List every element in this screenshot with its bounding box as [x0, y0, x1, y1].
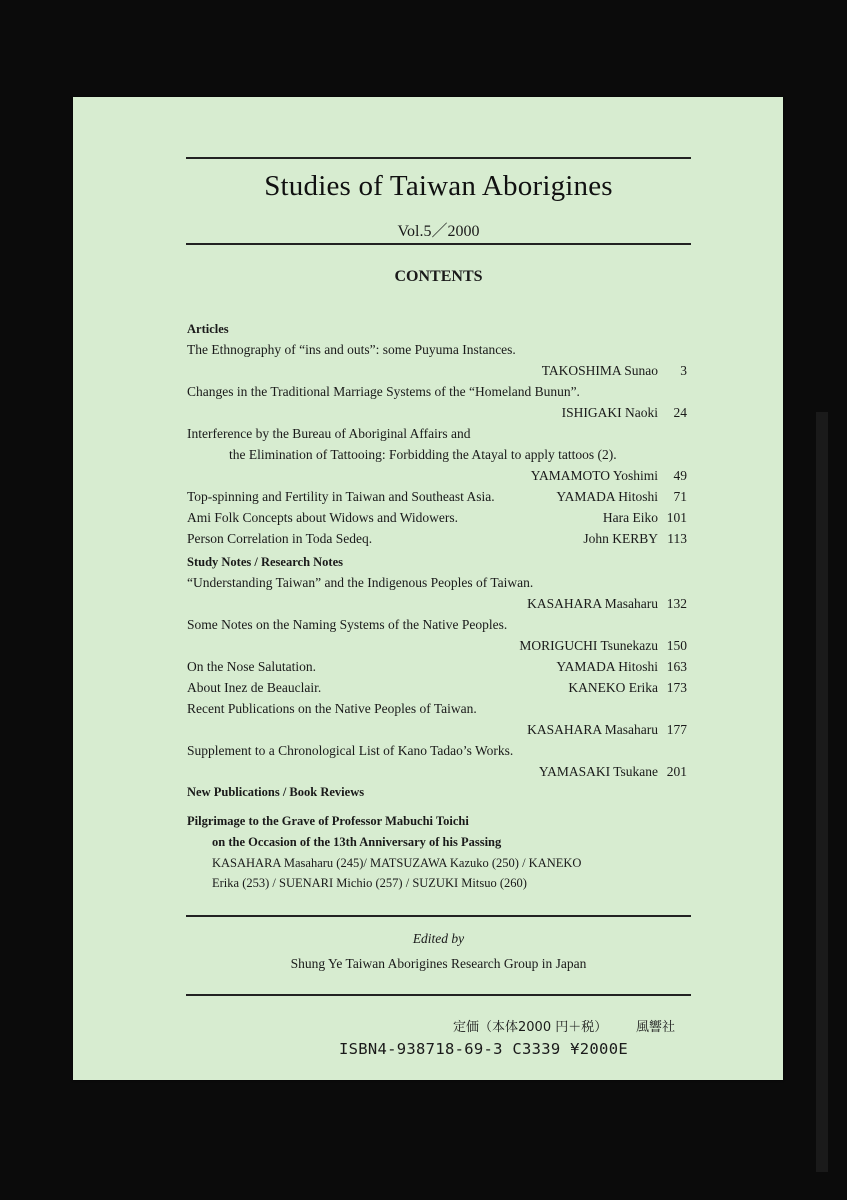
- toc-entry: [187, 507, 692, 528]
- toc-entry-author: Hara Eiko: [602, 510, 658, 525]
- section-heading-articles: Articles: [187, 322, 229, 336]
- toc-entry-title-continued: the Elimination of Tattooing: Forbidding the Atayal to apply tattoos (2).: [229, 447, 617, 462]
- toc-entry-title: The Ethnography of “ins and outs”: some Puyuma Instances.: [187, 342, 516, 357]
- toc-entry-title: “Understanding Taiwan” and the Indigenous Peoples of Taiwan.: [187, 575, 534, 590]
- contents-heading: CONTENTS: [394, 268, 483, 285]
- toc-entry-page: 49: [673, 468, 687, 483]
- toc-entry-author: ISHIGAKI Naoki: [561, 405, 658, 420]
- toc-entry: [187, 677, 692, 698]
- toc-entry-author: YAMADA Hitoshi: [556, 489, 658, 504]
- toc-entry-author: MORIGUCHI Tsunekazu: [519, 638, 658, 653]
- toc-entry-author: KASAHARA Masaharu: [527, 596, 658, 611]
- toc-entry-author-line: [187, 719, 692, 740]
- toc-entry-author: KANEKO Erika: [568, 680, 658, 695]
- toc-entry-title: On the Nose Salutation.: [187, 659, 316, 674]
- volume-number: Vol.5／2000: [397, 223, 480, 240]
- toc-entry-title: Changes in the Traditional Marriage Systems of the “Homeland Bunun”.: [187, 384, 580, 399]
- editor-group: Shung Ye Taiwan Aborigines Research Group in Japan: [290, 956, 587, 971]
- toc-entry-page: 113: [667, 531, 687, 546]
- toc-entry-title: Interference by the Bureau of Aboriginal Affairs and: [187, 426, 471, 441]
- pilgrimage-authors-line-1: KASAHARA Masaharu (245)/ MATSUZAWA Kazuko (250) / KANEKO: [212, 856, 582, 870]
- toc-entry-page: 150: [666, 638, 687, 653]
- title-rule: [186, 243, 691, 245]
- table-of-contents: [187, 319, 692, 893]
- toc-entry-author-line: [187, 360, 692, 381]
- journal-title: Studies of Taiwan Aborigines: [264, 170, 613, 202]
- toc-entry-page: 132: [666, 596, 687, 611]
- toc-entry-author: YAMASAKI Tsukane: [538, 764, 658, 779]
- toc-entry-page: 173: [666, 680, 687, 695]
- edited-by-label: Edited by: [412, 931, 465, 946]
- toc-entry-page: 101: [666, 510, 687, 525]
- top-rule: [186, 157, 691, 159]
- toc-entry-title: Supplement to a Chronological List of Kano Tadao’s Works.: [187, 743, 514, 758]
- section-heading-study-notes: Study Notes / Research Notes: [187, 555, 344, 569]
- toc-entry-page: 71: [673, 489, 687, 504]
- book-cover: [73, 97, 783, 1080]
- toc-entry-author: YAMAMOTO Yoshimi: [530, 468, 658, 483]
- toc-entry-page: 177: [666, 722, 687, 737]
- toc-entry-title: About Inez de Beauclair.: [187, 680, 322, 695]
- pilgrimage-authors-line-2: Erika (253) / SUENARI Michio (257) / SUZUKI Mitsuo (260): [212, 876, 527, 890]
- toc-entry-author-line: [187, 761, 692, 782]
- toc-entry-title: Some Notes on the Naming Systems of the Native Peoples.: [187, 617, 508, 632]
- section-heading-new-publications: New Publications / Book Reviews: [187, 785, 365, 799]
- toc-entry-page: 24: [673, 405, 687, 420]
- toc-entry-author: YAMADA Hitoshi: [556, 659, 658, 674]
- toc-entry-author: KASAHARA Masaharu: [527, 722, 658, 737]
- toc-entry-author-line: [187, 402, 692, 423]
- page-edge-shadow: [816, 412, 828, 1172]
- toc-entry-author: John KERBY: [583, 531, 658, 546]
- toc-entry-title: Top-spinning and Fertility in Taiwan and Southeast Asia.: [187, 489, 495, 504]
- toc-entry: [187, 656, 692, 677]
- toc-entry-page: 3: [680, 363, 687, 378]
- toc-entry-title: Recent Publications on the Native Peoples of Taiwan.: [187, 701, 477, 716]
- bottom-rule: [186, 915, 691, 917]
- toc-entry-page: 163: [666, 659, 687, 674]
- toc-entry-page: 201: [666, 764, 687, 779]
- footer-rule: [186, 994, 691, 996]
- price-label: 定価（本体2000 円＋税）: [453, 1020, 608, 1035]
- toc-entry-title: Ami Folk Concepts about Widows and Widowers.: [187, 510, 459, 525]
- toc-entry-author-line: [187, 465, 692, 486]
- isbn-code: ISBN4-938718-69-3 C3339 ¥2000E: [339, 1040, 628, 1058]
- toc-entry-title: Person Correlation in Toda Sedeq.: [187, 531, 373, 546]
- toc-entry-author-line: [187, 593, 692, 614]
- toc-entry: [187, 486, 692, 507]
- toc-entry: [187, 528, 692, 549]
- toc-entry-author-line: [187, 635, 692, 656]
- pilgrimage-title: Pilgrimage to the Grave of Professor Mabuchi Toichi: [187, 814, 469, 828]
- publisher-name: 風響社: [636, 1020, 676, 1035]
- toc-entry-author: TAKOSHIMA Sunao: [541, 363, 658, 378]
- pilgrimage-subtitle: on the Occasion of the 13th Anniversary of his Passing: [212, 835, 502, 849]
